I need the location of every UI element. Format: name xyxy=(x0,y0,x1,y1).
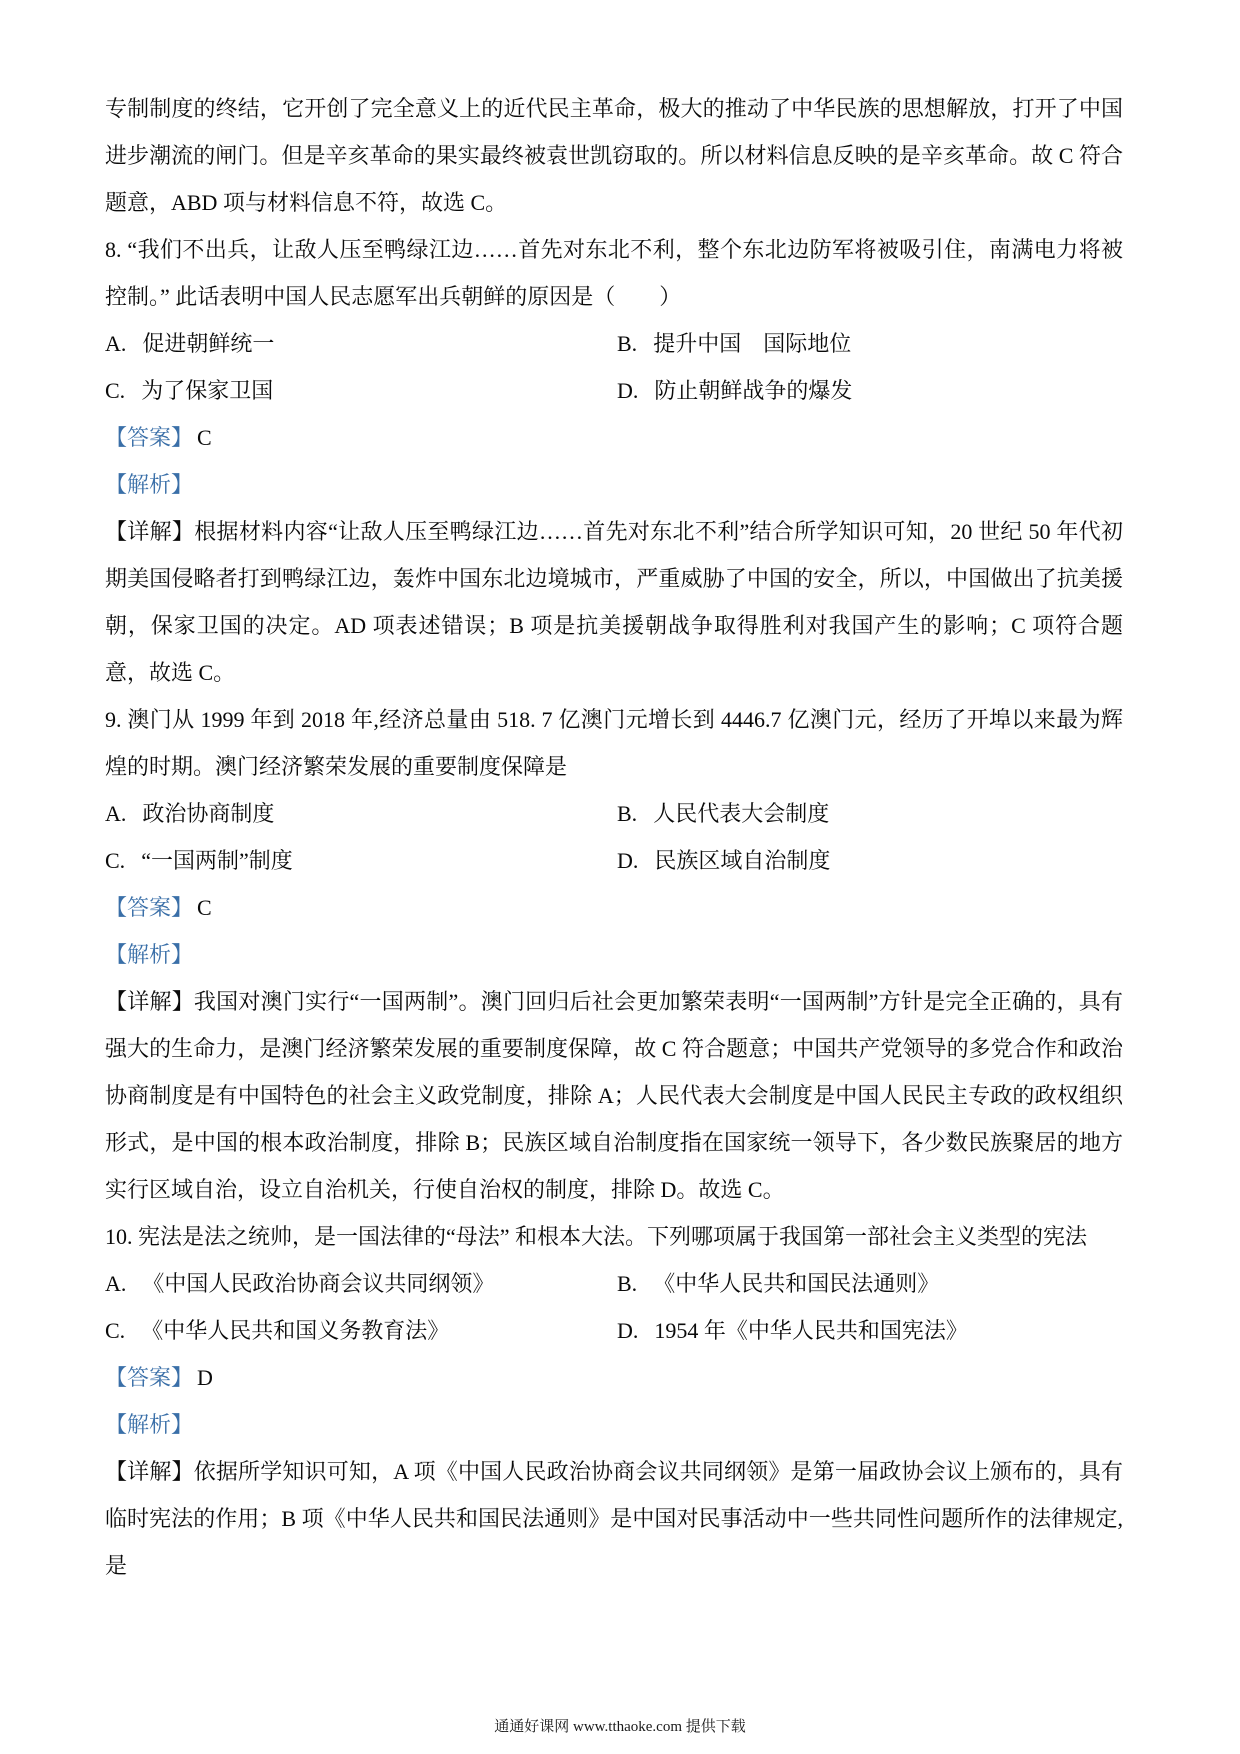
q8-stem: 8. “我们不出兵，让敌人压至鸭绿江边……首先对东北不利，整个东北边防军将被吸引住，南满电力将被控制。” 此话表明中国人民志愿军出兵朝鲜的原因是（ ） xyxy=(105,237,1123,309)
page-footer xyxy=(0,1716,1240,1738)
q8-option-c xyxy=(105,367,617,414)
q8-option-d xyxy=(617,367,852,414)
q9-answer-label: 【答案】 xyxy=(105,895,194,920)
q9-analysis-line xyxy=(105,931,1123,978)
q9-option-d-text: 民族区域自治制度 xyxy=(654,848,831,873)
q10-analysis-label: 【解析】 xyxy=(105,1412,194,1437)
q8-option-b-letter: B. xyxy=(617,331,638,356)
q8-detail: 【详解】根据材料内容“让敌人压至鸭绿江边……首先对东北不利”结合所学知识可知，20 世纪 50 年代初期美国侵略者打到鸭绿江边，轰炸中国东北边境城市，严重威胁了中国的安全，所以，中国做出了抗美援朝，保家卫国的决定。AD 项表述错误；B 项是抗美援朝战争取得胜利对我国产生的影响；C 项符合题意，故选 C。 xyxy=(105,519,1123,685)
q9-options-row-2 xyxy=(105,837,1123,884)
q10-option-d-text: 1954 年《中华人民共和国宪法》 xyxy=(654,1318,968,1343)
q9-option-a-letter: A. xyxy=(105,801,127,826)
q9-stem: 9. 澳门从 1999 年到 2018 年,经济总量由 518. 7 亿澳门元增长到 4446.7 亿澳门元，经历了开埠以来最为辉煌的时期。澳门经济繁荣发展的重要制度保障是 xyxy=(105,707,1123,779)
q8-answer-value: C xyxy=(197,425,212,450)
q9-option-d xyxy=(617,837,830,884)
q10-option-c-letter: C. xyxy=(105,1318,126,1343)
q8-option-c-letter: C. xyxy=(105,378,126,403)
q9-answer-line xyxy=(105,884,1123,931)
q9-option-b-letter: B. xyxy=(617,801,638,826)
q7-explanation-continued: 专制制度的终结，它开创了完全意义上的近代民主革命，极大的推动了中华民族的思想解放，打开了中国进步潮流的闸门。但是辛亥革命的果实最终被袁世凯窃取的。所以材料信息反映的是辛亥革命。故 C 符合题意，ABD 项与材料信息不符，故选 C。 xyxy=(105,96,1123,215)
q10-stem: 10. 宪法是法之统帅，是一国法律的“母法” 和根本大法。下列哪项属于我国第一部社会主义类型的宪法 xyxy=(105,1224,1088,1249)
q10-option-b-letter: B. xyxy=(617,1271,638,1296)
q9-option-c-text: “一国两制”制度 xyxy=(141,848,293,873)
q8-option-b-text: 提升中国 国际地位 xyxy=(653,331,852,356)
q10-option-a xyxy=(105,1260,617,1307)
q9-option-c-letter: C. xyxy=(105,848,126,873)
q10-option-d xyxy=(617,1307,968,1354)
q8-analysis-line xyxy=(105,461,1123,508)
q10-option-b-text: 《中华人民共和国民法通则》 xyxy=(653,1271,940,1296)
q8-option-c-text: 为了保家卫国 xyxy=(141,378,274,403)
q10-option-a-letter: A. xyxy=(105,1271,127,1296)
q8-option-a-text: 促进朝鲜统一 xyxy=(142,331,275,356)
q8-answer-line xyxy=(105,414,1123,461)
q10-analysis-line xyxy=(105,1401,1123,1448)
q8-option-a xyxy=(105,320,617,367)
q8-option-d-text: 防止朝鲜战争的爆发 xyxy=(654,378,853,403)
q9-option-a-text: 政治协商制度 xyxy=(142,801,275,826)
q9-option-b-text: 人民代表大会制度 xyxy=(653,801,830,826)
q8-answer-label: 【答案】 xyxy=(105,425,194,450)
q8-option-b xyxy=(617,320,851,367)
q9-option-a xyxy=(105,790,617,837)
q8-option-a-letter: A. xyxy=(105,331,127,356)
q10-option-a-text: 《中国人民政治协商会议共同纲领》 xyxy=(142,1271,495,1296)
q10-answer-label: 【答案】 xyxy=(105,1365,194,1390)
q9-option-b xyxy=(617,790,829,837)
q8-option-d-letter: D. xyxy=(617,378,639,403)
q9-detail: 【详解】我国对澳门实行“一国两制”。澳门回归后社会更加繁荣表明“一国两制”方针是完全正确的，具有强大的生命力，是澳门经济繁荣发展的重要制度保障，故 C 符合题意；中国共产党领导的多党合作和政治协商制度是有中国特色的社会主义政党制度，排除 A；人民代表大会制度是中国人民民主专政的政权组织形式，是中国的根本政治制度，排除 B；民族区域自治制度指在国家统一领导下，各少数民族聚居的地方实行区域自治，设立自治机关，行使自治权的制度，排除 D。故选 C。 xyxy=(105,989,1123,1202)
q10-options-row-1 xyxy=(105,1260,1123,1307)
document-content xyxy=(105,85,1123,1589)
q8-analysis-label: 【解析】 xyxy=(105,472,194,497)
q9-option-c xyxy=(105,837,617,884)
q9-option-d-letter: D. xyxy=(617,848,639,873)
footer-text: 通通好课网 www.tthaoke.com 提供下载 xyxy=(494,1719,746,1735)
q10-option-c-text: 《中华人民共和国义务教育法》 xyxy=(141,1318,450,1343)
q10-options-row-2 xyxy=(105,1307,1123,1354)
q8-options-row-2 xyxy=(105,367,1123,414)
q9-analysis-label: 【解析】 xyxy=(105,942,194,967)
q10-detail: 【详解】依据所学知识可知，A 项《中国人民政治协商会议共同纲领》是第一届政协会议上颁布的，具有临时宪法的作用；B 项《中华人民共和国民法通则》是中国对民事活动中一些共同性问题所作的法律规定,是 xyxy=(105,1459,1123,1578)
q9-answer-value: C xyxy=(197,895,212,920)
q10-option-c xyxy=(105,1307,617,1354)
q10-answer-line xyxy=(105,1354,1123,1401)
q10-answer-value: D xyxy=(197,1365,213,1390)
q10-option-b xyxy=(617,1260,939,1307)
q9-options-row-1 xyxy=(105,790,1123,837)
q8-options-row-1 xyxy=(105,320,1123,367)
q10-option-d-letter: D. xyxy=(617,1318,639,1343)
